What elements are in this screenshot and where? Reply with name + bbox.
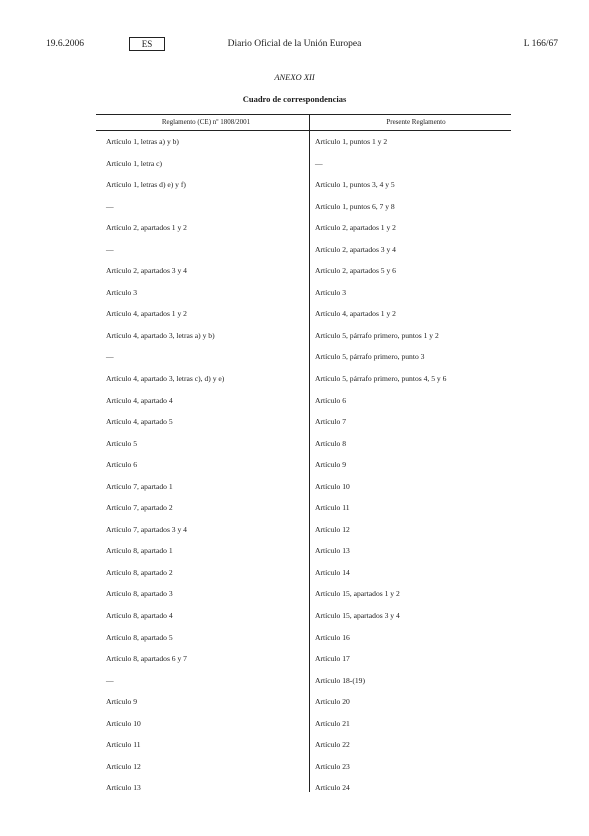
table-row bbox=[96, 328, 511, 350]
table-row bbox=[96, 759, 511, 781]
table-row bbox=[96, 780, 511, 802]
cell-present-regulation: Artículo 8 bbox=[315, 438, 347, 448]
cell-old-regulation: Artículo 2, apartados 3 y 4 bbox=[106, 266, 187, 276]
cell-present-regulation: Artículo 21 bbox=[315, 718, 350, 728]
table-row bbox=[96, 156, 511, 178]
cell-old-regulation: Artículo 12 bbox=[106, 761, 141, 771]
cell-old-regulation: Artículo 9 bbox=[106, 697, 138, 707]
language-code-box: ES bbox=[129, 37, 165, 51]
cell-present-regulation: Artículo 1, puntos 6, 7 y 8 bbox=[315, 201, 395, 211]
table-row bbox=[96, 651, 511, 673]
cell-present-regulation: Artículo 16 bbox=[315, 632, 350, 642]
cell-old-regulation: Artículo 7, apartados 3 y 4 bbox=[106, 524, 187, 534]
table-body bbox=[96, 134, 511, 802]
annex-title: ANEXO XII bbox=[274, 72, 315, 82]
table-row bbox=[96, 543, 511, 565]
cell-old-regulation: Artículo 8, apartado 5 bbox=[106, 632, 173, 642]
table-row bbox=[96, 242, 511, 264]
table-row bbox=[96, 694, 511, 716]
cell-present-regulation: Artículo 10 bbox=[315, 481, 350, 491]
cell-old-regulation: Artículo 1, letra c) bbox=[106, 158, 163, 168]
cell-old-regulation: Artículo 4, apartados 1 y 2 bbox=[106, 309, 187, 319]
cell-present-regulation: Artículo 24 bbox=[315, 783, 350, 793]
table-row bbox=[96, 371, 511, 393]
cell-present-regulation: Artículo 1, puntos 3, 4 y 5 bbox=[315, 180, 395, 190]
journal-title: Diario Oficial de la Unión Europea bbox=[227, 39, 362, 49]
table-row bbox=[96, 199, 511, 221]
cell-present-regulation: Artículo 5, párrafo primero, punto 3 bbox=[315, 352, 425, 362]
cell-present-regulation: Artículo 23 bbox=[315, 761, 350, 771]
cell-old-regulation: Artículo 2, apartados 1 y 2 bbox=[106, 223, 187, 233]
cell-old-regulation: Artículo 3 bbox=[106, 287, 138, 297]
cell-old-regulation: Artículo 1, letras a) y b) bbox=[106, 137, 179, 146]
table-row bbox=[96, 414, 511, 436]
cell-old-regulation: Artículo 4, apartado 3, letras c), d) y e) bbox=[106, 374, 225, 384]
cell-old-regulation: Artículo 8, apartado 1 bbox=[106, 546, 173, 556]
cell-present-regulation: Artículo 3 bbox=[315, 287, 347, 297]
cell-old-regulation: Artículo 5 bbox=[106, 438, 138, 448]
table-row bbox=[96, 608, 511, 630]
table-row bbox=[96, 263, 511, 285]
table-row bbox=[96, 716, 511, 738]
table-row bbox=[96, 134, 511, 156]
cell-old-regulation: Artículo 1, letras d) e) y f) bbox=[106, 180, 186, 190]
cell-old-regulation: Artículo 10 bbox=[106, 718, 141, 728]
cell-present-regulation: Artículo 2, apartados 5 y 6 bbox=[315, 266, 396, 276]
table-row bbox=[96, 393, 511, 415]
cell-present-regulation: Artículo 1, puntos 1 y 2 bbox=[315, 137, 388, 146]
cell-old-regulation: Artículo 13 bbox=[106, 783, 141, 793]
table-row bbox=[96, 177, 511, 199]
table-row bbox=[96, 586, 511, 608]
page-header bbox=[0, 39, 589, 53]
cell-present-regulation: Artículo 12 bbox=[315, 524, 350, 534]
cell-present-regulation: Artículo 14 bbox=[315, 567, 350, 577]
cell-present-regulation: Artículo 15, apartados 1 y 2 bbox=[315, 589, 400, 599]
cell-old-regulation: Artículo 8, apartados 6 y 7 bbox=[106, 654, 187, 664]
cell-present-regulation: Artículo 6 bbox=[315, 395, 347, 405]
table-row bbox=[96, 220, 511, 242]
table-top-rule bbox=[96, 114, 511, 115]
table-row bbox=[96, 673, 511, 695]
cell-old-regulation: — bbox=[106, 244, 114, 254]
cell-old-regulation: — bbox=[106, 675, 114, 685]
table-row bbox=[96, 500, 511, 522]
cell-old-regulation: Artículo 4, apartado 4 bbox=[106, 395, 173, 405]
publication-date: 19.6.2006 bbox=[46, 39, 84, 49]
cell-old-regulation: Artículo 8, apartado 3 bbox=[106, 589, 173, 599]
table-row bbox=[96, 737, 511, 759]
cell-present-regulation: Artículo 2, apartados 3 y 4 bbox=[315, 244, 396, 254]
table-row bbox=[96, 479, 511, 501]
cell-old-regulation: Artículo 8, apartado 4 bbox=[106, 611, 173, 621]
table-header-rule bbox=[96, 130, 511, 131]
page-reference: L 166/67 bbox=[523, 39, 558, 49]
cell-present-regulation: Artículo 9 bbox=[315, 460, 347, 470]
cell-old-regulation: Artículo 7, apartado 2 bbox=[106, 503, 173, 513]
table-row bbox=[96, 630, 511, 652]
cell-present-regulation: Artículo 18-(19) bbox=[315, 675, 365, 685]
cell-old-regulation: — bbox=[106, 352, 114, 362]
cell-old-regulation: — bbox=[106, 201, 114, 211]
table-row bbox=[96, 285, 511, 307]
cell-old-regulation: Artículo 11 bbox=[106, 740, 141, 750]
cell-present-regulation: Artículo 17 bbox=[315, 654, 350, 664]
cell-present-regulation: Artículo 20 bbox=[315, 697, 350, 707]
cell-old-regulation: Artículo 4, apartado 5 bbox=[106, 417, 173, 427]
table-row bbox=[96, 349, 511, 371]
cell-present-regulation: Artículo 7 bbox=[315, 417, 347, 427]
table-title: Cuadro de correspondencias bbox=[242, 94, 347, 104]
cell-old-regulation: Artículo 7, apartado 1 bbox=[106, 481, 173, 491]
cell-present-regulation: Artículo 13 bbox=[315, 546, 350, 556]
cell-present-regulation: Artículo 2, apartados 1 y 2 bbox=[315, 223, 396, 233]
table-row bbox=[96, 306, 511, 328]
cell-present-regulation: Artículo 22 bbox=[315, 740, 350, 750]
table-row bbox=[96, 457, 511, 479]
table-row bbox=[96, 522, 511, 544]
cell-present-regulation: Artículo 4, apartados 1 y 2 bbox=[315, 309, 396, 319]
cell-present-regulation: Artículo 5, párrafo primero, puntos 4, 5 y 6 bbox=[315, 374, 447, 384]
column-header-old-regulation: Reglamento (CE) nº 1808/2001 bbox=[161, 118, 251, 126]
cell-present-regulation: — bbox=[315, 158, 323, 168]
cell-present-regulation: Artículo 11 bbox=[315, 503, 350, 513]
cell-old-regulation: Artículo 4, apartado 3, letras a) y b) bbox=[106, 330, 215, 340]
table-row bbox=[96, 565, 511, 587]
cell-present-regulation: Artículo 15, apartados 3 y 4 bbox=[315, 611, 400, 621]
cell-old-regulation: Artículo 8, apartado 2 bbox=[106, 567, 173, 577]
table-row bbox=[96, 436, 511, 458]
column-header-present-regulation: Presente Reglamento bbox=[386, 118, 446, 126]
cell-present-regulation: Artículo 5, párrafo primero, puntos 1 y 2 bbox=[315, 330, 439, 340]
cell-old-regulation: Artículo 6 bbox=[106, 460, 138, 470]
